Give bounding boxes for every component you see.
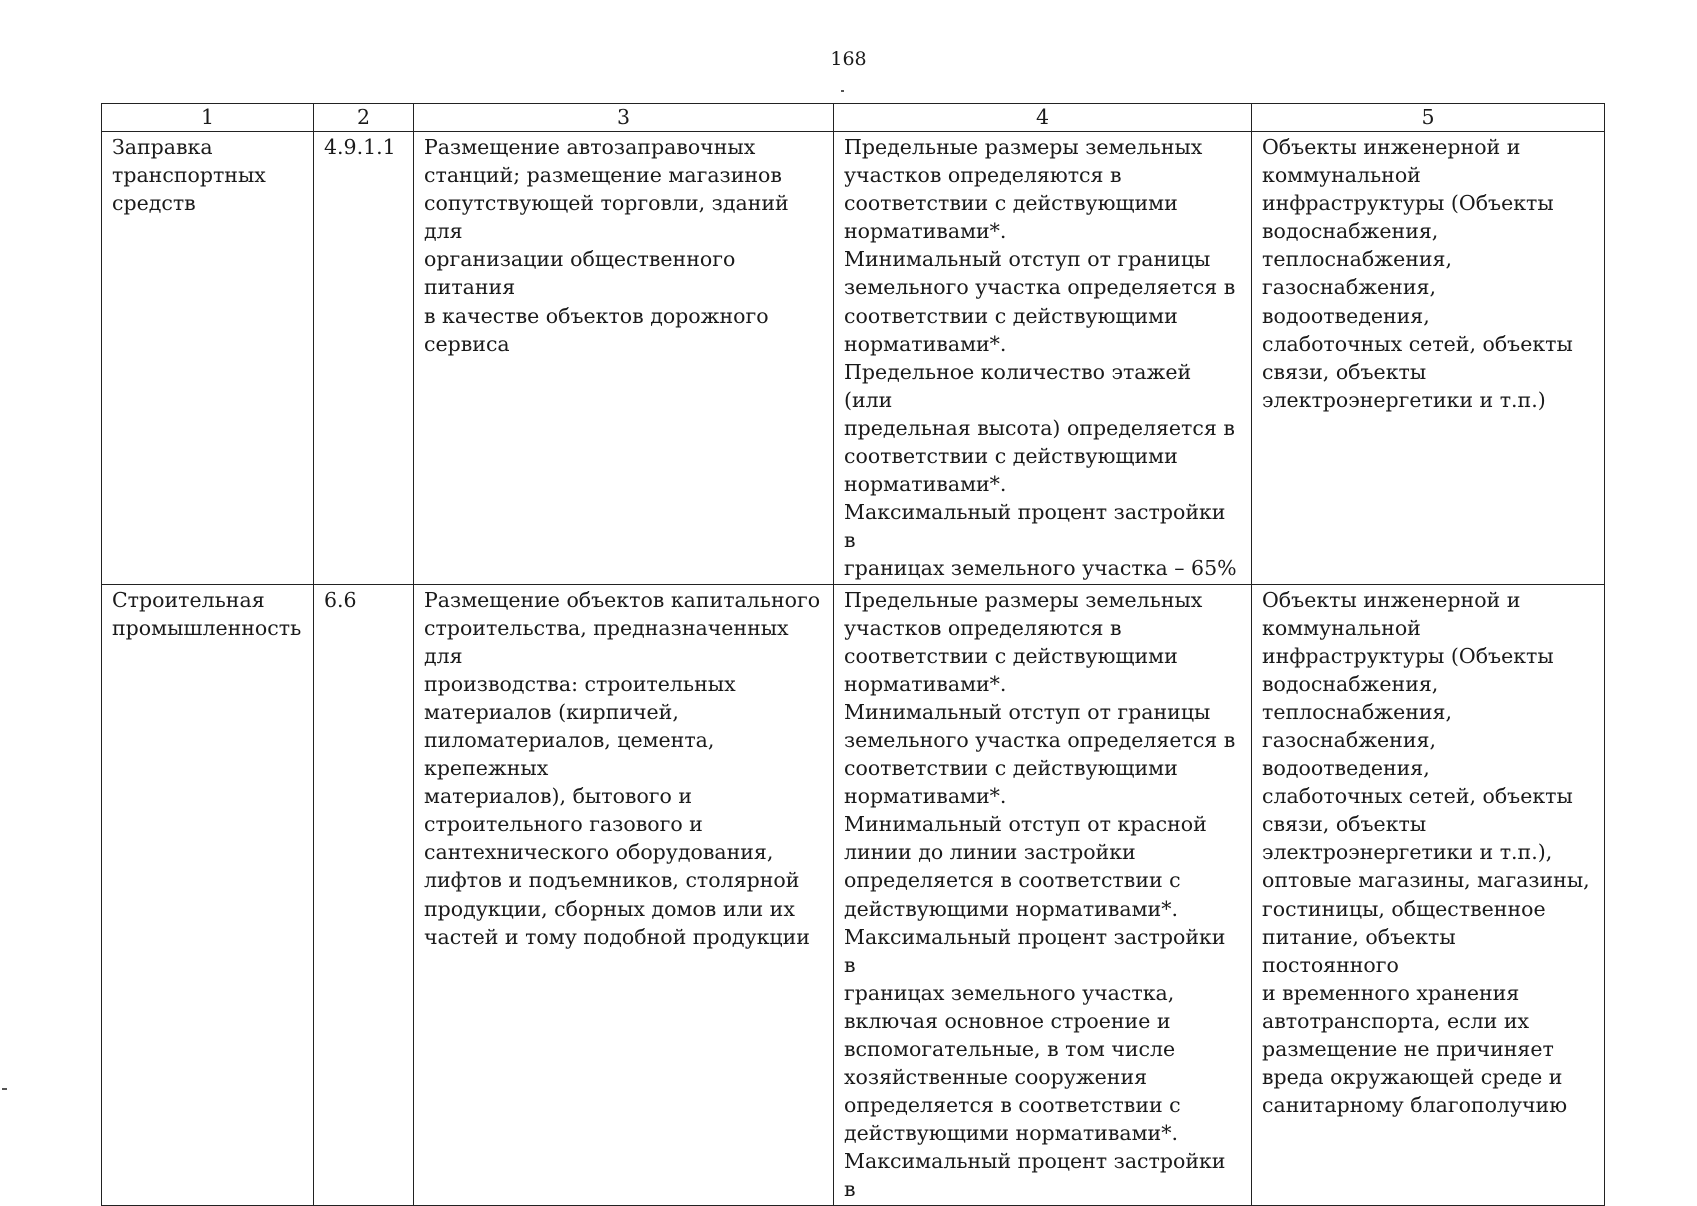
column-header-3: 3 — [414, 104, 834, 132]
auxiliary-uses-cell — [1252, 584, 1605, 1205]
land-use-description: Размещение объектов капитального строительства, предназначенных для производства: строительных материалов (кирпичей, пиломатериалов, цемента, крепежных материалов), бытового и строительного газового и сантехнического оборудования, лифтов и подъемников, столярной продукции, сборных домов или их частей и тому подобной продукции — [424, 587, 821, 949]
land-use-code: 6.6 — [324, 587, 357, 612]
construction-parameters-cell — [834, 584, 1252, 1205]
land-use-name-cell — [102, 584, 314, 1205]
table-row — [102, 132, 1605, 585]
land-use-code-cell — [314, 584, 414, 1205]
column-header-5: 5 — [1252, 104, 1605, 132]
land-use-name: Заправка транспортных средств — [112, 135, 266, 216]
scan-speck — [2, 1088, 7, 1090]
column-number-header-row — [102, 104, 1605, 132]
land-use-table — [101, 103, 1605, 1206]
column-header-2: 2 — [314, 104, 414, 132]
page-number: 168 — [830, 48, 867, 70]
auxiliary-uses: Объекты инженерной и коммунальной инфраструктуры (Объекты водоснабжения, теплоснабжения, газоснабжения, водоотведения, слаботочных сетей, объекты связи, объекты электроэнергетики и т.п.) — [1262, 135, 1573, 412]
land-use-code: 4.9.1.1 — [324, 135, 396, 159]
construction-parameters: Предельные размеры земельных участков определяются в соответствии с действующими нормативами*. Минимальный отступ от границы земельного участка определяется в соответствии с действующими нормативами*. Предельное количество этажей (или предельная высота) определяется в соответствии с действующими нормативами*. Максимальный процент застройки в границах земельного участка – 65% — [844, 135, 1237, 581]
land-use-name-cell — [102, 132, 314, 585]
construction-parameters: Предельные размеры земельных участков определяются в соответствии с действующими нормативами*. Минимальный отступ от границы земельного участка определяется в соответствии с действующими нормативами*. Минимальный отступ от красной линии до линии застройки определяется в соответствии с действующими нормативами*. Максимальный процент застройки в границах земельного участка, включая основное строение и вспомогательные, в том числе хозяйственные сооружения определяется в соответствии с действующими нормативами*. Максимальный процент застройки в — [844, 587, 1236, 1202]
land-use-code-cell — [314, 132, 414, 585]
land-use-description-cell — [414, 132, 834, 585]
auxiliary-uses-cell — [1252, 132, 1605, 585]
auxiliary-uses: Объекты инженерной и коммунальной инфраструктуры (Объекты водоснабжения, теплоснабжения, газоснабжения, водоотведения, слаботочных сетей, объекты связи, объекты электроэнергетики и т.п.), оптовые магазины, магазины, гостиницы, общественное питание, объекты постоянного и временного хранения автотранспорта, если их размещение не причиняет вреда окружающей среде и санитарному благополучию — [1262, 587, 1590, 1118]
land-use-description-cell — [414, 584, 834, 1205]
column-header-4: 4 — [834, 104, 1252, 132]
table-row — [102, 584, 1605, 1205]
land-use-description: Размещение автозаправочных станций; размещение магазинов сопутствующей торговли, зданий для организации общественного питания в качестве объектов дорожного сервиса — [424, 135, 789, 356]
land-use-name: Строительная промышленность — [112, 587, 302, 640]
column-header-1: 1 — [102, 104, 314, 132]
construction-parameters-cell — [834, 132, 1252, 585]
scan-speck — [841, 90, 844, 92]
